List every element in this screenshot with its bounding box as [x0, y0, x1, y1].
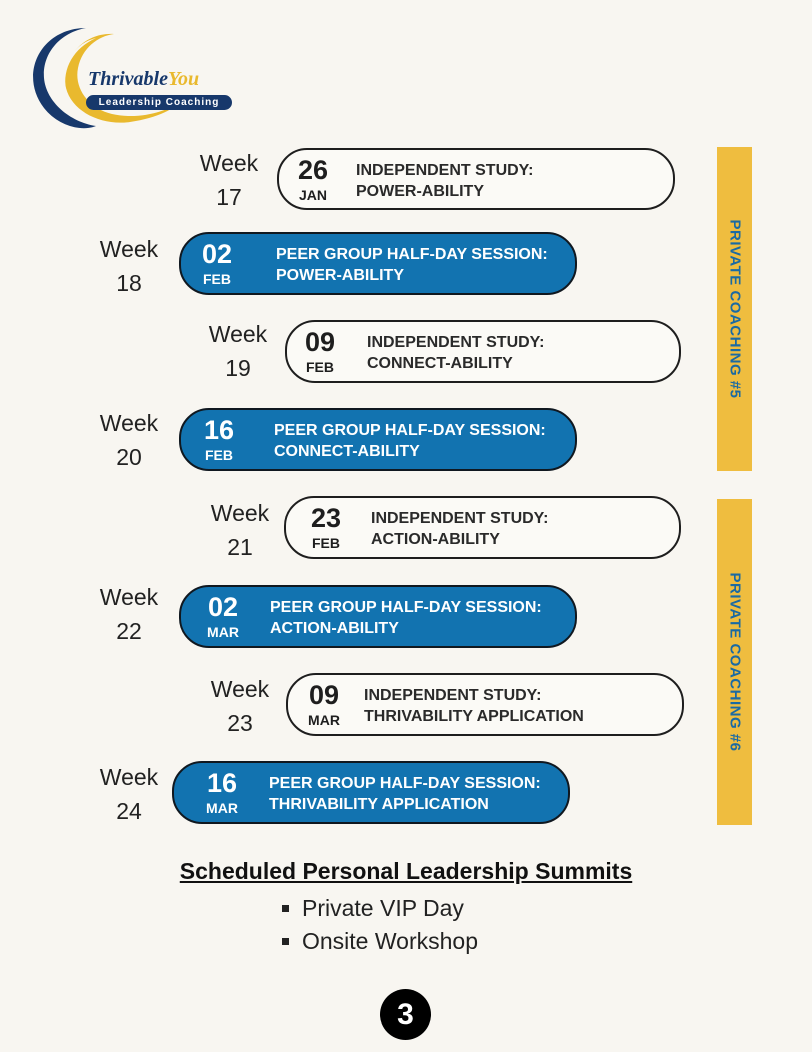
- week-label-17: [189, 146, 269, 214]
- list-item: [282, 892, 478, 925]
- session-type: INDEPENDENT STUDY:: [364, 687, 542, 704]
- week-number: 23: [227, 710, 253, 736]
- week-label-20: [89, 406, 169, 474]
- session-type: INDEPENDENT STUDY:: [367, 334, 545, 351]
- date-month: MAR: [206, 800, 238, 816]
- summit-heading: Scheduled Personal Leadership Summits: [179, 858, 633, 884]
- company-logo: [26, 22, 220, 134]
- week-number: 18: [116, 270, 142, 296]
- session-description: [270, 597, 542, 639]
- session-date: [201, 593, 245, 641]
- session-pill-week-19: [285, 320, 681, 383]
- week-word: Week: [208, 321, 268, 347]
- session-description: [269, 773, 541, 815]
- summit-item-label: Onsite Workshop: [302, 928, 478, 954]
- logo-brand-accent: You: [168, 68, 200, 90]
- session-description: [371, 508, 549, 550]
- session-type: INDEPENDENT STUDY:: [371, 510, 549, 527]
- week-label-24: [89, 760, 169, 828]
- date-day: 16: [206, 768, 238, 798]
- session-type: PEER GROUP HALF-DAY SESSION:: [269, 775, 541, 792]
- bullet-icon: [282, 938, 289, 945]
- page-number: 3: [380, 989, 431, 1040]
- date-day: 23: [310, 503, 342, 533]
- session-topic: ACTION-ABILITY: [270, 620, 399, 637]
- logo-subtitle: Leadership Coaching: [86, 95, 232, 110]
- date-month: FEB: [205, 447, 233, 463]
- summit-list: [282, 892, 478, 958]
- session-date: [195, 240, 239, 288]
- session-topic: CONNECT-ABILITY: [274, 443, 420, 460]
- week-word: Week: [99, 236, 159, 262]
- week-word: Week: [99, 410, 159, 436]
- session-topic: CONNECT-ABILITY: [367, 355, 513, 372]
- session-description: [356, 160, 534, 202]
- session-type: PEER GROUP HALF-DAY SESSION:: [270, 599, 542, 616]
- bullet-icon: [282, 905, 289, 912]
- session-topic: POWER-ABILITY: [276, 267, 404, 284]
- date-month: MAR: [207, 624, 239, 640]
- summit-item-label: Private VIP Day: [302, 895, 464, 921]
- date-day: 16: [203, 415, 235, 445]
- week-word: Week: [99, 584, 159, 610]
- session-pill-week-22: [179, 585, 577, 648]
- date-month: JAN: [298, 187, 327, 203]
- session-description: [274, 420, 546, 462]
- coaching-label: PRIVATE COACHING #5: [726, 219, 743, 399]
- session-topic: POWER-ABILITY: [356, 183, 484, 200]
- week-number: 24: [116, 798, 142, 824]
- session-date: [197, 416, 241, 464]
- week-label-18: [89, 232, 169, 300]
- logo-brand-main: Thrivable: [88, 68, 168, 90]
- session-date: [298, 328, 342, 376]
- session-date: [291, 156, 335, 204]
- session-description: [367, 332, 545, 374]
- week-number: 19: [225, 355, 251, 381]
- week-number: 22: [116, 618, 142, 644]
- session-date: [304, 504, 348, 552]
- week-label-21: [200, 496, 280, 564]
- week-number: 21: [227, 534, 253, 560]
- week-label-23: [200, 672, 280, 740]
- date-day: 26: [297, 155, 329, 185]
- date-day: 09: [304, 327, 336, 357]
- week-number: 17: [216, 184, 242, 210]
- session-type: INDEPENDENT STUDY:: [356, 162, 534, 179]
- session-description: [364, 685, 584, 727]
- session-topic: THRIVABILITY APPLICATION: [269, 796, 489, 813]
- date-day: 09: [308, 680, 340, 710]
- week-word: Week: [199, 150, 259, 176]
- week-label-22: [89, 580, 169, 648]
- week-label-19: [198, 317, 278, 385]
- session-type: PEER GROUP HALF-DAY SESSION:: [276, 246, 548, 263]
- date-day: 02: [201, 239, 233, 269]
- date-day: 02: [207, 592, 239, 622]
- list-item: [282, 925, 478, 958]
- date-month: MAR: [308, 712, 340, 728]
- week-number: 20: [116, 444, 142, 470]
- session-type: PEER GROUP HALF-DAY SESSION:: [274, 422, 546, 439]
- week-word: Week: [210, 500, 270, 526]
- session-topic: ACTION-ABILITY: [371, 531, 500, 548]
- session-pill-week-23: [286, 673, 684, 736]
- coaching-label: PRIVATE COACHING #6: [726, 572, 743, 752]
- session-description: [276, 244, 548, 286]
- session-topic: THRIVABILITY APPLICATION: [364, 708, 584, 725]
- date-month: FEB: [312, 535, 340, 551]
- week-word: Week: [210, 676, 270, 702]
- session-date: [200, 769, 244, 817]
- private-coaching-6-bar: [717, 499, 752, 825]
- private-coaching-5-bar: [717, 147, 752, 471]
- date-month: FEB: [306, 359, 334, 375]
- session-pill-week-24: [172, 761, 570, 824]
- session-pill-week-21: [284, 496, 681, 559]
- date-month: FEB: [203, 271, 231, 287]
- session-pill-week-20: [179, 408, 577, 471]
- week-word: Week: [99, 764, 159, 790]
- session-date: [302, 681, 346, 729]
- session-pill-week-17: [277, 148, 675, 210]
- session-pill-week-18: [179, 232, 577, 295]
